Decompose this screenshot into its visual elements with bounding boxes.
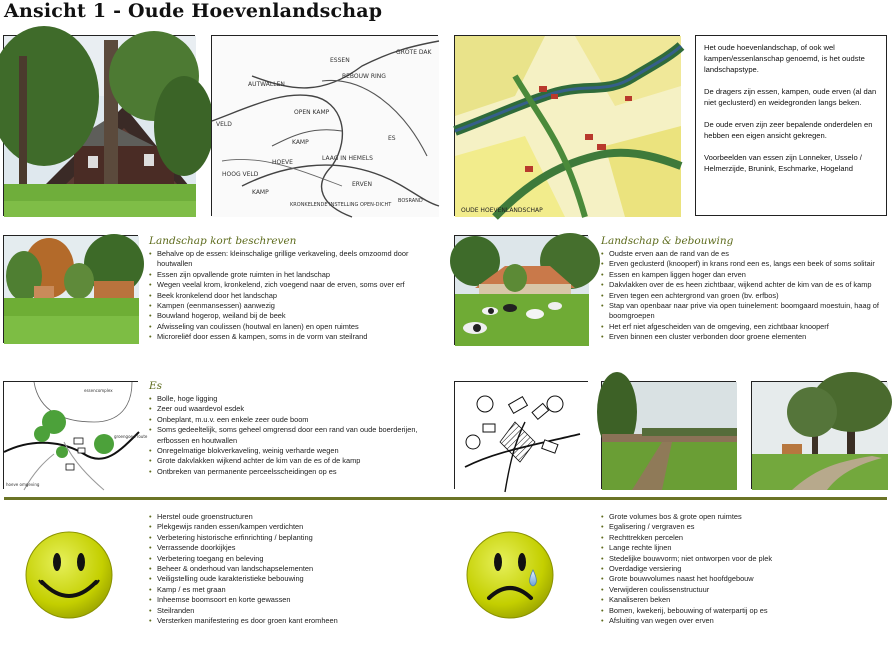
list-item: • Erven geclusterd (knooperf) in krans rond een es, langs een beek of soms solitair <box>601 259 888 269</box>
list-item: • Kamp / es met graan <box>149 585 449 595</box>
list-item: • Veiligstelling oude karakteristieke bebouwing <box>149 574 449 584</box>
list-item: • Verwijderen coulissenstructuur <box>601 585 888 595</box>
intro-paragraph: Het oude hoevenlandschap, of ook wel kampen/essenlanschap genoemd, is het oudste landschapstype. <box>704 43 865 74</box>
negative-list <box>601 512 888 626</box>
section-kort <box>149 235 439 343</box>
list-item: • Verrassende doorkijkjes <box>149 543 449 553</box>
list-item: • Inheemse boomsoort en korte gewassen <box>149 595 449 605</box>
intro-paragraph: De dragers zijn essen, kampen, oude erven (al dan niet geclusterd) en weidegronden langs beken. <box>704 87 877 107</box>
aerial-label: OUDE HOEVENLANDSCHAP <box>461 207 543 214</box>
kort-list <box>149 249 439 343</box>
list-item: • Microreliëf door essen & kampen, soms in de vorm van steilrand <box>149 332 439 342</box>
list-item: • Herstel oude groenstructuren <box>149 512 449 522</box>
list-item: • Stap van openbaar naar prive via open tuinelement: boomgaard moestuin, haag of boomgroepen <box>601 301 888 322</box>
list-item: • Afwisseling van coulissen (houtwal en lanen) en open ruimtes <box>149 322 439 332</box>
list-item: • Stedelijke bouwvorm; niet ontworpen voor de plek <box>601 554 888 564</box>
list-item: • Behalve op de essen: kleinschalige grillige verkaveling, deels omzoomd door houtwallen <box>149 249 439 270</box>
intro-textbox <box>695 35 887 216</box>
sketch-label-kronkel: KRONKELENDE INSTELLING OPEN-DICHT <box>290 202 392 208</box>
list-item: • Zeer oud waardevol esdek <box>149 404 439 414</box>
bebouwing-list <box>601 249 888 343</box>
landscape-sketch <box>211 35 438 216</box>
sketch-label-rand: BOSRAND <box>398 198 423 204</box>
es-map-diagram <box>3 381 148 489</box>
list-item: • Oudste erven aan de rand van de es <box>601 249 888 259</box>
list-item: • Dakvlakken over de es heen zichtbaar, wijkend achter de kim van de es of kamp <box>601 280 888 290</box>
trees-houses-photo <box>3 235 138 343</box>
sketch-label-beek: LAAG IN HEMELS <box>322 155 373 162</box>
section-bebouwing <box>601 235 888 343</box>
happy-smiley-icon <box>24 530 114 620</box>
es-map-label-top: essencomplex <box>84 388 113 393</box>
knooperf-sketch <box>454 381 588 489</box>
intro-paragraph: De oude erven zijn zeer bepalende onderdelen en hebben een eigen ansicht gekregen. <box>704 120 873 140</box>
farmhouse-photo <box>3 35 195 216</box>
list-item: • Overdadige versiering <box>601 564 888 574</box>
list-item: • Beek kronkelend door het landschap <box>149 291 439 301</box>
positive-section <box>149 512 449 626</box>
section-heading-es: Es <box>149 380 163 392</box>
es-list <box>149 394 439 477</box>
positive-list <box>149 512 449 626</box>
list-item: • Egalisering / vergraven es <box>601 522 888 532</box>
list-item: • Onregelmatige blokverkaveling, weinig verharde wegen <box>149 446 439 456</box>
section-divider <box>4 497 887 500</box>
list-item: • Onbeplant, m.u.v. een enkele zeer oude boom <box>149 415 439 425</box>
list-item: • Bolle, hoge ligging <box>149 394 439 404</box>
list-item: • Grote dakvlakken wijkend achter de kim van de es of de kamp <box>149 456 439 466</box>
sketch-label-veld: VELD <box>216 121 232 128</box>
list-item: • Plekgewijs randen essen/kampen verdichten <box>149 522 449 532</box>
list-item: • Kampen (eenmansessen) aanwezig <box>149 301 439 311</box>
sketch-label-bebouwing: BEBOUW RING <box>342 73 386 80</box>
list-item: • Steilranden <box>149 606 449 616</box>
cows-farm-photo <box>454 235 588 345</box>
list-item: • Lange rechte lijnen <box>601 543 888 553</box>
section-heading-bebouwing: Landschap & bebouwing <box>601 235 734 247</box>
sketch-label-es: ES <box>388 135 396 142</box>
negative-section <box>601 512 888 626</box>
sketch-label-kamp: KAMP <box>292 139 309 146</box>
list-item: • Bouwland hogerop, weiland bij de beek <box>149 311 439 321</box>
list-item: • Grote volumes bos & grote open ruimtes <box>601 512 888 522</box>
list-item: • Het erf niet afgescheiden van de omgeving, een zichtbaar knooperf <box>601 322 888 332</box>
sketch-label-essen: ESSEN <box>330 57 350 64</box>
page-title: Ansicht 1 - Oude Hoevenlandschap <box>4 0 383 22</box>
list-item: • Rechttrekken percelen <box>601 533 888 543</box>
aerial-drawing <box>454 35 680 216</box>
sketch-label-open-kamp: OPEN KAMP <box>294 109 330 116</box>
list-item: • Essen zijn opvallende grote ruimten in het landschap <box>149 270 439 280</box>
field-path-photo <box>601 381 736 489</box>
es-map-label-bottom-left: hoeve omgeving <box>6 482 40 487</box>
list-item: • Versterken manifestering es door groen kant eromheen <box>149 616 449 626</box>
sketch-label-erven: ERVEN <box>352 181 373 188</box>
list-item: • Afsluiting van wegen over erven <box>601 616 888 626</box>
list-item: • Soms gedeeltelijk, soms geheel omgrensd door een rand van oude boerderijen, erfbossen en houtwallen <box>149 425 439 446</box>
list-item: • Grote bouwvolumes naast het hoofdgebouw <box>601 574 888 584</box>
list-item: • Beheer & onderhoud van landschapselementen <box>149 564 449 574</box>
list-item: • Erven binnen een cluster verbonden door groene elementen <box>601 332 888 342</box>
list-item: • Wegen veelal krom, kronkelend, zich voegend naar de erven, soms over erf <box>149 280 439 290</box>
list-item: • Kanaliseren beken <box>601 595 888 605</box>
es-map-label-right: groengoed route <box>114 434 148 439</box>
list-item: • Verbetering toegang en beleving <box>149 554 449 564</box>
list-item: • Verbetering historische erfinrichting / beplanting <box>149 533 449 543</box>
list-item: • Ontbreken van permanente perceelsscheidingen op es <box>149 467 439 477</box>
list-item: • Erven tegen een achtergrond van groen (bv. erfbos) <box>601 291 888 301</box>
sketch-label-kamp2: KAMP <box>252 189 269 196</box>
list-item: • Essen en kampen liggen hoger dan erven <box>601 270 888 280</box>
sad-smiley-icon <box>465 530 555 620</box>
intro-paragraph: Voorbeelden van essen zijn Lonneker, Usselo / Helmerzijde, Brunink, Eschmarke, Hogeland <box>704 153 862 173</box>
sketch-label-weide: HOOG VELD <box>222 171 259 178</box>
sketch-label-grote-dak: GROTE DAK <box>396 49 432 56</box>
sketch-label-hoeve: HOEVE <box>272 159 293 166</box>
avenue-photo <box>751 381 887 489</box>
sketch-label-autowegen: AUTWALLEN <box>248 81 285 88</box>
section-es <box>149 380 439 477</box>
list-item: • Bomen, kwekerij, bebouwing of waterpartij op es <box>601 606 888 616</box>
section-heading-kort: Landschap kort beschreven <box>149 235 297 247</box>
